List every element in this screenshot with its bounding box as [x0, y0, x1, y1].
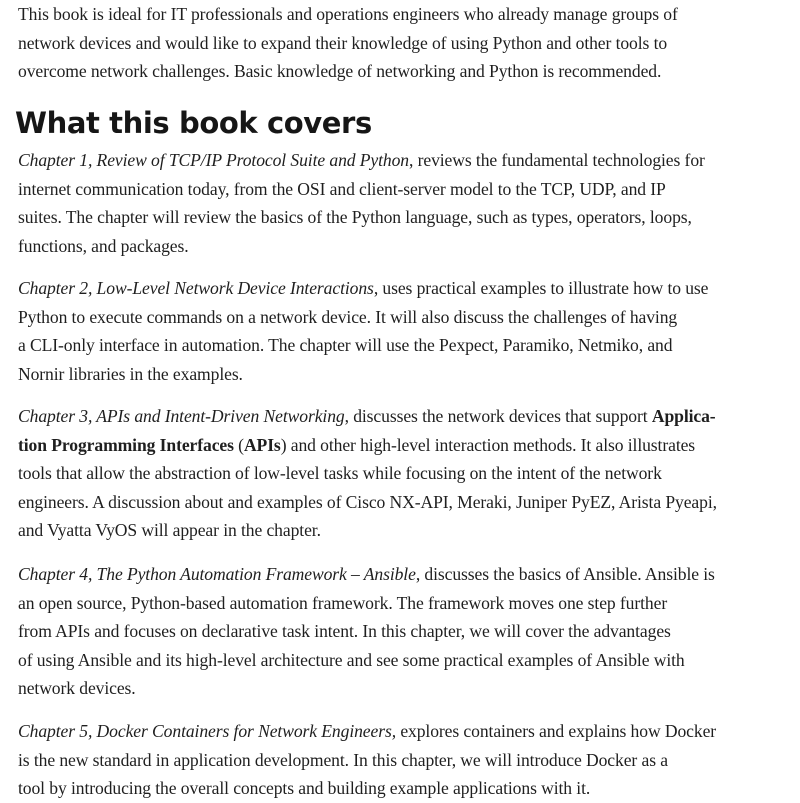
bold-term: APIs — [243, 434, 281, 455]
text-line: network devices. — [18, 678, 136, 699]
text-line: and Vyatta VyOS will appear in the chapter. — [18, 520, 321, 541]
chapter-title: Chapter 1, Review of TCP/IP Protocol Suite and Python — [18, 150, 409, 170]
text-line — [18, 717, 780, 746]
text-line: engineers. A discussion about and examples of Cisco NX-API, Meraki, Juniper PyEZ, Arista Pyeapi, — [18, 491, 717, 512]
text-line: tools that allow the abstraction of low-level tasks while focusing on the intent of the network — [18, 463, 662, 484]
text-run: , uses practical examples to illustrate how to use — [373, 278, 709, 298]
bold-term: Applica- — [651, 406, 716, 426]
text-line: overcome network challenges. Basic knowledge of networking and Python is recommended. — [18, 61, 662, 82]
text-run: , discusses the basics of Ansible. Ansible is — [415, 564, 715, 584]
section-heading: What this book covers — [15, 106, 372, 140]
chapter-5-paragraph — [18, 717, 780, 803]
text-line: suites. The chapter will review the basics of the Python language, such as types, operators, loops, — [18, 207, 692, 228]
text-line: tool by introducing the overall concepts and building example applications with it. — [18, 778, 591, 799]
chapter-3-paragraph — [18, 402, 780, 545]
text-line: internet communication today, from the OSI and client-server model to the TCP, UDP, and IP — [18, 178, 666, 199]
text-line: is the new standard in application development. In this chapter, we will introduce Docker as a — [18, 749, 668, 770]
text-line: Nornir libraries in the examples. — [18, 363, 243, 384]
intro-paragraph — [18, 0, 780, 86]
chapter-title: Chapter 5, Docker Containers for Network Engineers, — [18, 721, 397, 741]
text-run: ) and other high-level interaction methods. It also illustrates — [280, 434, 696, 455]
text-line: network devices and would like to expand their knowledge of using Python and other tools to — [18, 32, 668, 53]
text-line: Python to execute commands on a network device. It will also discuss the challenges of having — [18, 306, 678, 327]
text-line: from APIs and focuses on declarative task intent. In this chapter, we will cover the advantages — [18, 621, 671, 642]
text-line: This book is ideal for IT professionals and operations engineers who already manage groups of — [18, 4, 678, 24]
chapter-1-paragraph — [18, 146, 780, 260]
text-line: of using Ansible and its high-level architecture and see some practical examples of Ansible with — [18, 649, 685, 670]
text-run: , discusses the network devices that support — [344, 406, 652, 426]
text-line: an open source, Python-based automation framework. The framework moves one step further — [18, 592, 668, 613]
text-line — [18, 402, 780, 431]
chapter-title: Chapter 3, APIs and Intent-Driven Networking — [18, 406, 345, 426]
text-line — [18, 560, 780, 589]
chapter-4-paragraph — [18, 560, 780, 703]
text-line — [18, 431, 780, 460]
chapter-2-paragraph — [18, 274, 780, 388]
chapter-title: Chapter 4, The Python Automation Framework – Ansible — [18, 564, 416, 584]
text-run: explores containers and explains how Docker — [396, 721, 717, 741]
chapter-title: Chapter 2, Low-Level Network Device Interactions — [18, 278, 374, 298]
text-line — [18, 274, 780, 303]
text-line: a CLI-only interface in automation. The chapter will use the Pexpect, Paramiko, Netmiko, and — [18, 335, 673, 356]
text-run: , reviews the fundamental technologies for — [409, 150, 705, 170]
text-line: functions, and packages. — [18, 235, 189, 256]
bold-term: tion Programming Interfaces — [18, 434, 234, 455]
text-line — [18, 146, 780, 175]
text-run: ( — [233, 434, 244, 455]
